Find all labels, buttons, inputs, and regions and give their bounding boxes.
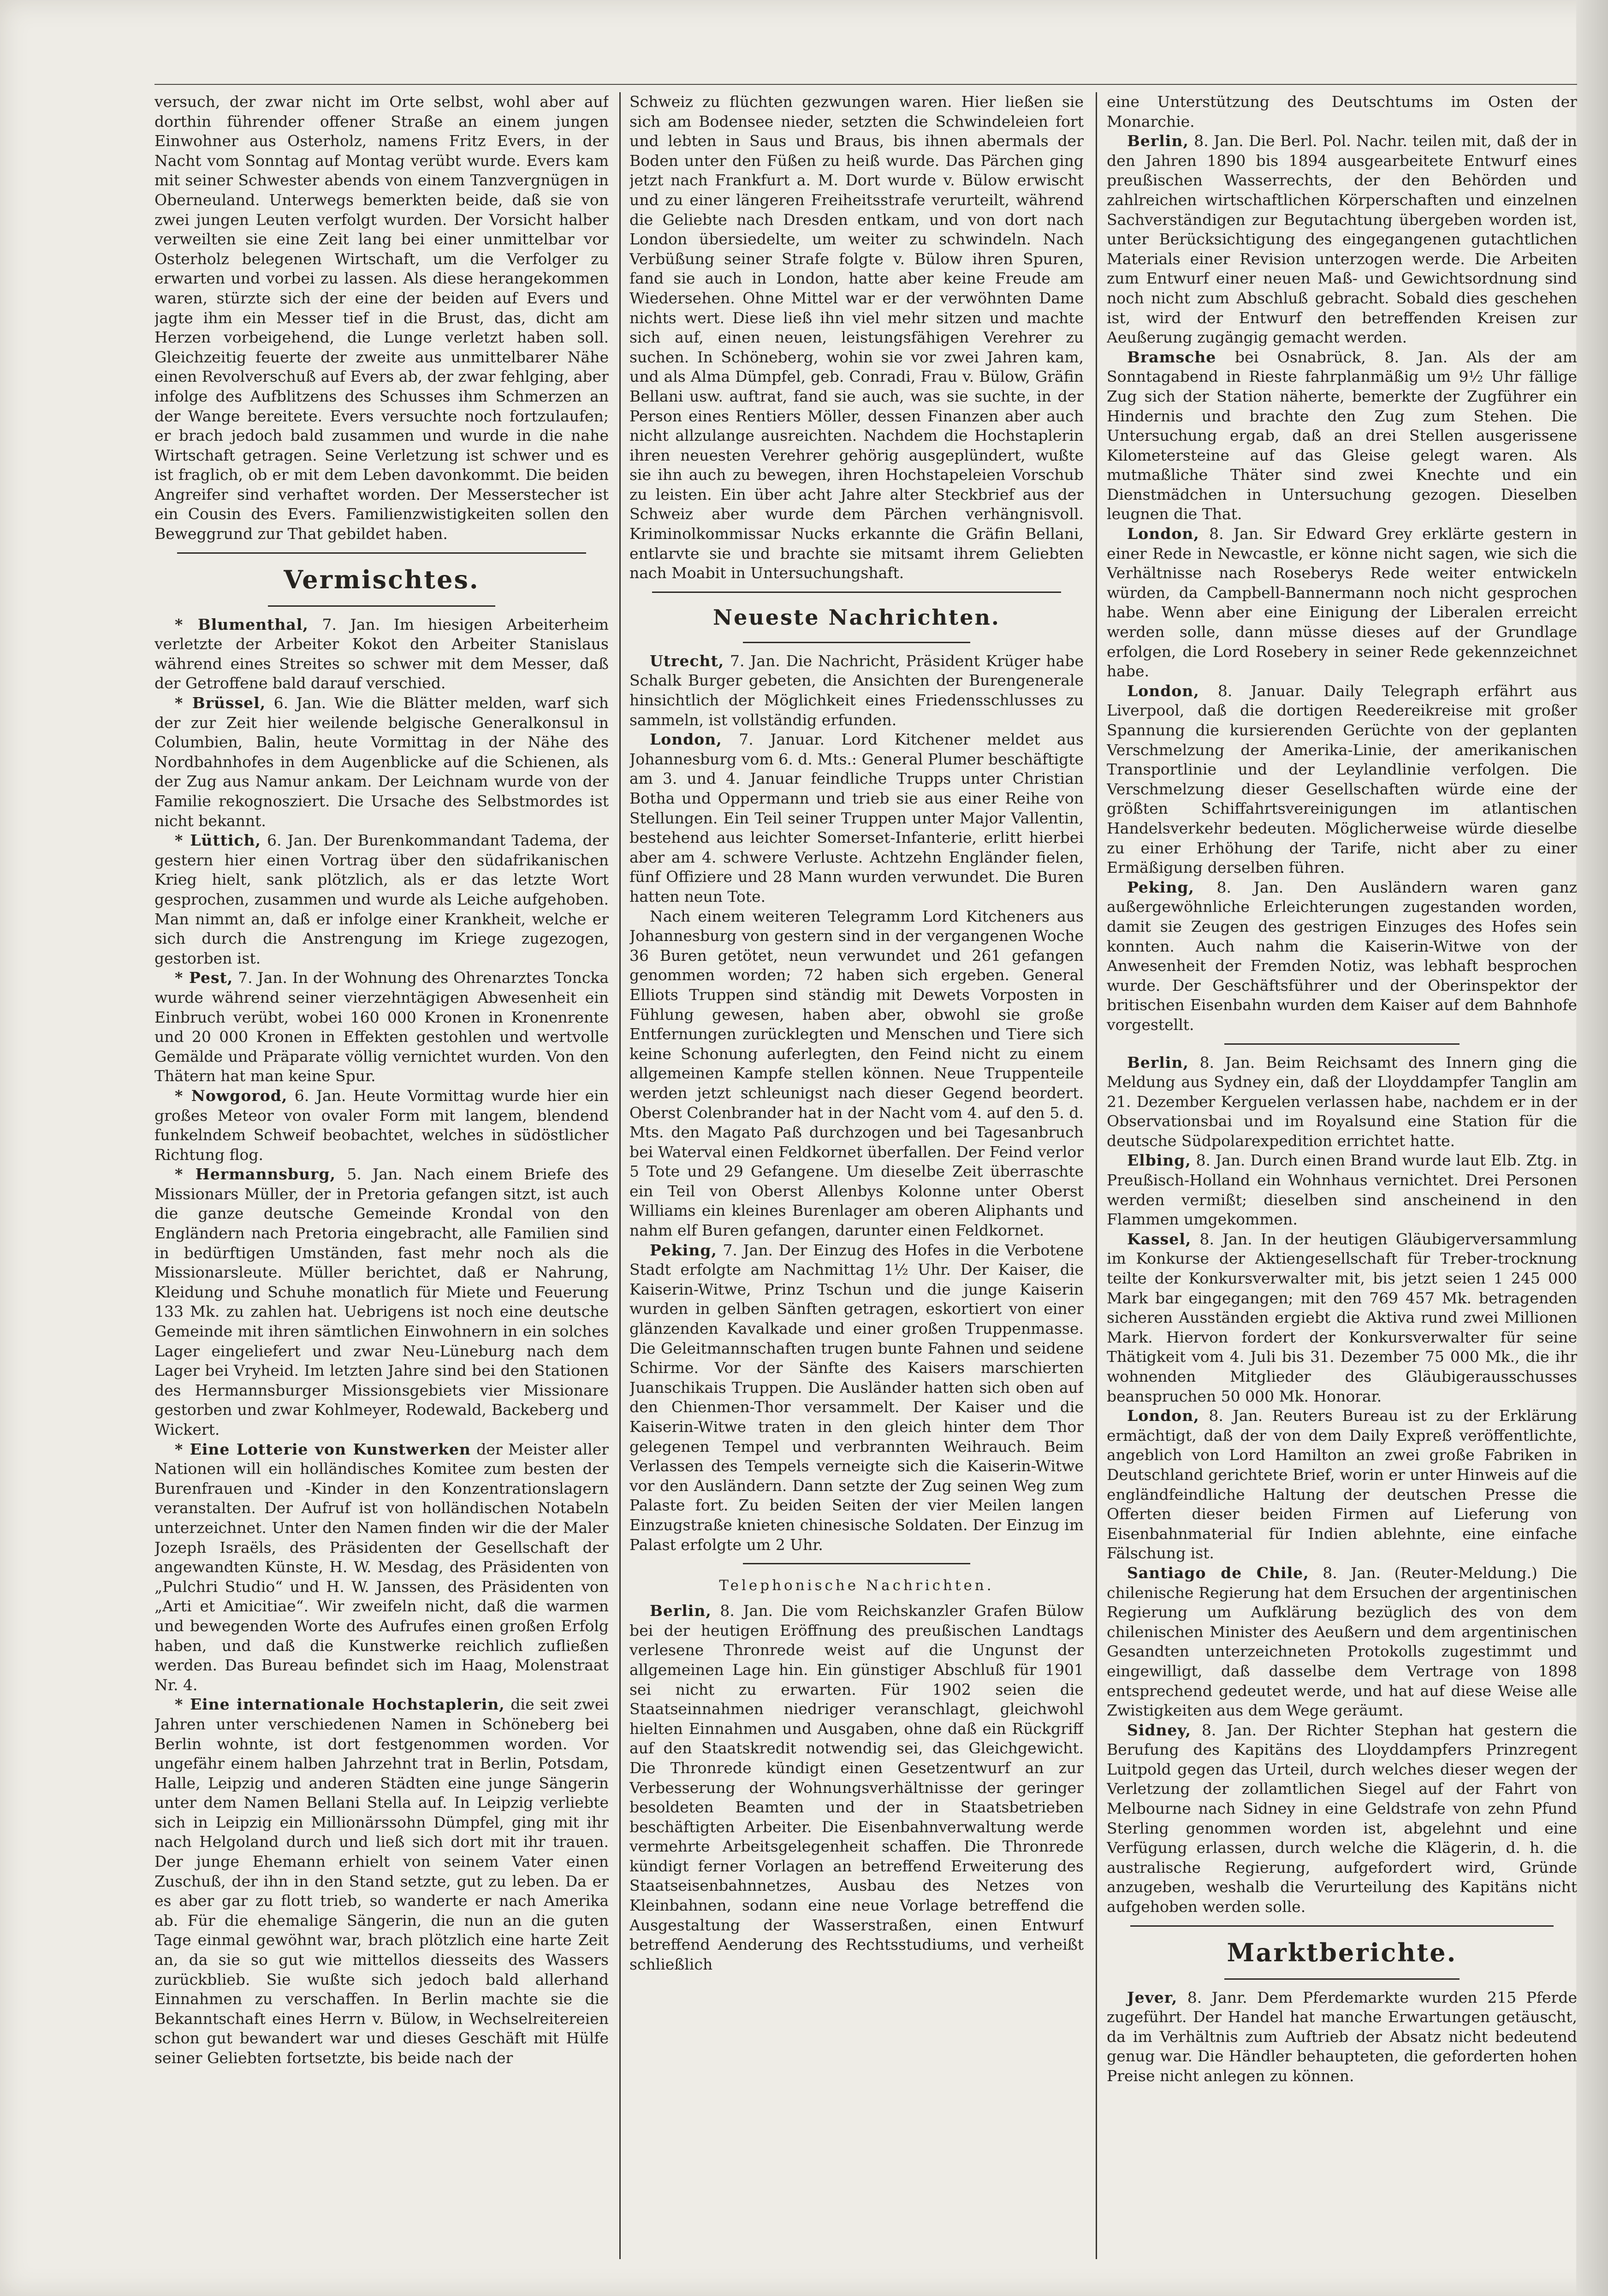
news-text: 7. Jan. Im hiesigen Arbeiterheim verletzte der Arbeiter Kokot den Arbeiter Stanislaus während eines Streites so schwer mit dem Messer, daß der Getroffene bald darauf verschied. [154, 615, 609, 692]
news-text: 8. Janr. Dem Pferdemarkte wurden 215 Pferde zugeführt. Der Handel hat manche Erwartungen getäuscht, da im Verhältnis zum Auftrieb der Absatz nicht bedeutend genug war. Die Händler behaupteten, die geforderten hohen Preise nicht anlegen zu können. [1107, 1988, 1577, 2085]
news-text: 8. Jan. Die vom Reichskanzler Grafen Bülow bei der heutigen Eröffnung des preußischen Landtags verlesene Thronrede weist auf die Ungunst der allgemeinen Lage hin. Ein günstiger Abschluß für 1901 sei nicht zu erwarten. Für 1902 seien die Staatseinnahmen niedriger veranschlagt, gleichwohl hielten Einnahmen und Ausgaben, ohne daß ein Rückgriff auf den Staatskredit notwendig sei, das Gleichgewicht. Die Thronrede kündigt einen Gesetzentwurf an zur Verbesserung der Wohnungsverhältnisse der geringer besoldeten Beamten und der in Staatsbetrieben beschäftigten Arbeiter. Die Eisenbahnverwaltung werde vermehrte Arbeitsgelegenheit schaffen. Die Thronrede kündigt ferner Vorlagen an betreffend Erweiterung des Staatseisenbahnnetzes, Ausbau des Netzes von Kleinbahnen, sodann eine neue Vorlage betreffend die Ausgestaltung der Wasserstraßen, einen Entwurf betreffend Aenderung des Rechtsstudiums, und verheißt schließlich [629, 1602, 1084, 1973]
dateline: Jever, [1127, 1988, 1178, 2006]
news-text: 8. Jan. Sir Edward Grey erklärte gestern in einer Rede in Newcastle, er könne nicht sagen, wie sich die Verhältnisse nach Roseberys Rede weiter entwickeln würden, da Campbell-Bannermann noch nicht gesprochen habe. Wenn aber eine Einigung der Liberalen erreicht werden solle, dann müsse dieses auf der Grundlage erfolgen, die Lord Rosebery in seiner Rede gekennzeichnet habe. [1107, 525, 1577, 681]
section-heading-marktberichte: Marktberichte. [1227, 1937, 1457, 1967]
dateline: Santiago de Chile, [1127, 1563, 1309, 1582]
column-rule [619, 92, 621, 2259]
news-item [629, 1241, 1084, 1555]
news-text: 8. Jan. Beim Reichsamt des Innern ging die Meldung aus Sydney ein, daß der Lloyddampfer Tanglin am 21. Dezember Kerguelen verlassen habe, nachdem er in der Observationsbai und im Royalsund eine Station für die deutsche Südpolarexpedition errichtet hatte. [1107, 1053, 1577, 1150]
article-continuation: Schweiz zu flüchten gezwungen waren. Hier ließen sie sich am Bodensee nieder, setzten die Schwindeleien fort und lebten in Saus und Braus, bis ihnen abermals der Boden unter den Füßen zu heiß wurde. Das Pärchen ging jetzt nach Frankfurt a. M. Dort wurde v. Bülow erwischt und zu einer längeren Freiheitsstrafe verurteilt, während die Geliebte nach Dresden entkam, und von dort nach London übersiedelte, um weiter zu schwindeln. Nach Verbüßung seiner Strafe folgte v. Bülow ihren Spuren, fand sie auch in London, hatte aber keine Freude am Wiedersehen. Ohne Mittel war er der verwöhnten Dame nichts wert. Diese ließ ihn viel mehr sitzen und machte sich auf, einen neuen, leistungsfähigen Verehrer zu suchen. In Schöneberg, wohin sie vor zwei Jahren kam, und als Alma Dümpfel, geb. Conradi, Frau v. Bülow, Gräfin Bellani usw. auftrat, fand sie auch, was sie suchte, in der Person eines Rentiers Möller, dessen Finanzen aber auch nicht allzulange ausreichten. Nachdem die Hochstaplerin ihren neuesten Verehrer gehörig ausgeplündert, wußte sie ihn auch zu bewegen, ihren Hochstapeleien Vorschub zu leisten. Ein über acht Jahre alter Steckbrief aus der Schweiz aber wurde dem Pärchen verhängnisvoll. Kriminolkommissar Nucks erkannte die Gräfin Bellani, entlarvte sie und brachte sie mitsamt ihrem Geliebten nach Moabit in Untersuchungshaft. [629, 93, 1084, 582]
news-item [1107, 1406, 1577, 1563]
news-text: bei Osnabrück, 8. Jan. Als der am Sonntagabend in Rieste fahrplanmäßig um 9½ Uhr fällige Zug sich der Station näherte, bemerkte der Zugführer ein Hindernis und brachte den Zug zum Stehen. Die Untersuchung ergab, daß an drei Stellen ausgerissene Kilometersteine auf das Gleise gelegt waren. Als mutmaßliche Thäter sind zwei Knechte und ein Dienstmädchen in Untersuchung gezogen. Dieselben leugnen die That. [1107, 348, 1577, 523]
dateline: * Pest, [175, 969, 233, 987]
news-text: 8. Jan. Reuters Bureau ist zu der Erklärung ermächtigt, daß der von dem Daily Expreß veröffentlichte, angeblich von Lord Hamilton an zwei große Fabriken in Deutschland gerichtete Brief, worin er unter Hinweis auf die engländfeindliche Haltung der deutschen Presse die Offerten dieser beiden Firmen auf Lieferung von Eisenbahnmaterial für Indien ablehnte, eine einfache Fälschung ist. [1107, 1407, 1577, 1562]
news-text: 8. Jan. Den Ausländern waren ganz außergewöhnliche Erleichterungen zugestanden worden, damit sie Zeugen des gestrigen Einzuges des Hofes sein konnten. Auch nahm die Kaiserin-Witwe von der Anwesenheit der Fremden Notiz, was lebhaft besprochen wurde. Der Geschäftsführer und der Oberinspektor der britischen Eisenbahn wurden dem Kaiser auf dem Bahnhofe vorgestellt. [1107, 878, 1577, 1034]
column-2 [629, 92, 1084, 2268]
news-item [154, 968, 609, 1086]
news-text: 8. Jan. (Reuter-Meldung.) Die chilenische Regierung hat dem Ersuchen der argentinischen Regierung um Aufklärung bezüglich des von dem chilenischen Minister des Aeußern und dem argentinischen Gesandten unterzeichneten Protokolls zugestimmt und eingewilligt, daß dasselbe dem Vertrage von 1898 entsprechend gedeutet werde, und hat auf diese Weise alle Zwistigkeiten aus dem Wege geräumt. [1107, 1563, 1577, 1720]
article-continuation: versuch, der zwar nicht im Orte selbst, wohl aber auf dorthin führender offener Straße an einem jungen Einwohner aus Osterholz, namens Fritz Evers, in der Nacht vom Sonntag auf Montag verübt wurde. Evers kam mit seiner Schwester abends von einem Tanzvergnügen in Oberneuland. Unterwegs bemerkten beide, daß sie von zwei jungen Leuten verfolgt wurden. Der Vorsicht halber verweilten sie eine Zeit lang bei einer unmittelbar vor Osterholz belegenen Wirtschaft, um die Verfolger zu erwarten und vorbei zu lassen. Als diese herangekommen waren, stürzte sich der eine der beiden auf Evers und jagte ihm ein Messer tief in die Brust, das, dicht am Herzen vorbeigehend, die Lunge verletzt haben soll. Gleichzeitig feuerte der zweite aus unmittelbarer Nähe einen Revolverschuß auf Evers ab, der zwar fehlging, aber infolge des Aufblitzens des Schusses ihm Schmerzen an der Wange bereitete. Evers versuchte noch fortzulaufen; er brach jedoch bald zusammen und wurde in die nahe Wirtschaft getragen. Seine Verletzung ist schwer und es ist fraglich, ob er mit dem Leben davonkommt. Die beiden Angreifer sind verhaftet worden. Der Messerstecher ist ein Cousin des Evers. Familienzwistigkeiten sollen den Beweggrund zur That gebildet haben. [154, 93, 609, 543]
news-text: die seit zwei Jahren unter verschiedenen Namen in Schöneberg bei Berlin wohnte, ist dort festgenommen worden. Vor ungefähr einem halben Jahrzehnt trat in Berlin, Potsdam, Halle, Leipzig und anderen Städten eine junge Sängerin unter dem Namen Bellani Stella auf. In Leipzig verliebte sich in Leipzig ein Millionärssohn Dümpfel, ging mit ihr nach Helgoland durch und ließ sich dort mit ihr trauen. Der junge Ehemann erhielt von seinem Vater einen Zuschuß, der ihn in den Stand setzte, gut zu leben. Da er es aber gar zu flott trieb, so wanderte er nach Amerika ab. Für die ehemalige Sängerin, die nun an die guten Tage einmal gewöhnt war, brach plötzlich eine harte Zeit an, da sie so gut wie mittellos diesseits des Wassers zurückblieb. Sie wußte sich jedoch bald allerhand Einnahmen zu verschaffen. In Berlin machte sie die Bekanntschaft eines Herrn v. Bülow, in Wechselreitereien schon gut bewandert war und dieses Geschäft mit Hülfe seiner Geliebten fortsetzte, bis beide nach der [154, 1695, 609, 2067]
news-item: Nach einem weiteren Telegramm Lord Kitcheners aus Johannesburg von gestern sind in der vergangenen Woche 36 Buren getötet, neun verwundet und 261 gefangen genommen worden; 72 haben sich ergeben. General Elliots Truppen sind ständig mit Dewets Vorposten in Fühlung gewesen, haben aber, obwohl sie große Entfernungen zurücklegten und Menschen und Tiere sich keine Schonung auferlegten, den Feind nicht zu einem allgemeinen Kampfe stellen können. Neue Truppenteile werden jetzt schleunigst nach dieser Gegend beordert. Oberst Colenbrander hat in der Nacht vom 4. auf den 5. d. Mts. den Magato Paß durchzogen und bei Tagesanbruch bei Waterval einen Feldkornet überfallen. Der Feind verlor 5 Tote und 29 Gefangene. Um dieselbe Zeit überraschte ein Teil von Oberst Allenbys Kolonne unter Oberst Williams ein kleines Burenlager am oberen Aliphants und nahm elf Buren gefangen, darunter einen Feldkornet. [629, 907, 1084, 1240]
news-text: 7. Januar. Lord Kitchener meldet aus Johannesburg vom 6. d. Mts.: General Plumer beschäftigte am 3. und 4. Januar feindliche Trupps unter Christian Botha und Oppermann und trieb sie aus einer Reihe von Stellungen. Ein Teil seiner Truppen unter Major Vallentin, bestehend aus leichter Somerset-Infanterie, erlitt hierbei aber am 4. schwere Verluste. Achtzehn Engländer fielen, fünf Offiziere und 28 Mann wurden verwundet. Die Buren hatten neun Tote. [629, 730, 1084, 905]
dateline: Sidney, [1127, 1721, 1191, 1739]
dateline: Berlin, [650, 1602, 712, 1620]
section-divider [177, 552, 586, 554]
top-rule [154, 84, 1577, 85]
dateline: Utrecht, [650, 651, 724, 670]
subsection-heading-telephonische: Telephonische Nachrichten. [719, 1577, 994, 1594]
news-item [1107, 1721, 1577, 1917]
news-item [154, 693, 609, 831]
news-item [154, 615, 609, 693]
news-text: 8. Jan. Die Berl. Pol. Nachr. teilen mit, daß der in den Jahren 1890 bis 1894 ausgearbeitete Entwurf eines preußischen Wasserrechts, der den Behörden und zahlreichen wirtschaftlichen Körperschaften und einzelnen Sachverständigen zur Begutachtung übergeben worden ist, unter Berücksichtigung des eingegangenen gutachtlichen Materials einer Revision unterzogen werde. Die Arbeiten zum Entwurf einer neuen Maß- und Gewichtsordnung sind noch nicht zum Abschluß gebracht. Sobald dies geschehen ist, wird der Entwurf den betreffenden Kreisen zur Aeußerung zugängig gemacht werden. [1107, 132, 1577, 347]
news-item [154, 1440, 609, 1695]
dateline: * Hermannsburg, [175, 1165, 336, 1184]
news-item [154, 1086, 609, 1165]
news-item [154, 831, 609, 968]
news-text: 6. Jan. Heute Vormittag wurde hier ein großes Meteor von ovaler Form mit langem, blendend funkelndem Schweif beobachtet, welches in südöstlicher Richtung flog. [154, 1086, 609, 1164]
news-item [1107, 524, 1577, 681]
section-heading-vermischtes: Vermischtes. [284, 564, 480, 594]
section-divider [1130, 1925, 1554, 1927]
news-item [1107, 681, 1577, 878]
dateline: * Blumenthal, [175, 615, 309, 633]
dateline: * Lüttich, [175, 831, 261, 850]
column-3 [1107, 92, 1577, 2268]
heading-underline [743, 642, 970, 643]
section-heading-neueste-nachrichten: Neueste Nachrichten. [713, 604, 1000, 630]
heading-underline [1224, 1978, 1460, 1980]
article-continuation: eine Unterstützung des Deutschtums im Osten der Monarchie. [1107, 93, 1577, 130]
dateline: * Eine internationale Hochstaplerin, [175, 1695, 505, 1714]
news-item [629, 730, 1084, 906]
news-item [154, 1695, 609, 2068]
news-item [1107, 1230, 1577, 1406]
dateline: London, [650, 730, 722, 749]
dateline: Peking, [1127, 878, 1194, 896]
dateline: Berlin, [1127, 1053, 1189, 1071]
dateline: Bramsche [1127, 348, 1216, 366]
news-text: der Meister aller Nationen will ein holländisches Komitee zum besten der Burenfrauen und -Kinder in den Konzentrationslagern veranstalten. Der Aufruf ist von holländischen Notabeln unterzeichnet. Unter den Namen finden wir die der Maler Jozeph Israëls, des Präsidenten der Gesellschaft der angewandten Künste, H. W. Mesdag, des Präsidenten von „Pulchri Studio“ und H. W. Janssen, des Präsidenten von „Arti et Amicitiae“. Wir zweifeln nicht, daß die warmen und bewegenden Worte des Aufrufes einen großen Erfolg haben, und daß die Kunstwerke reichlich zufließen werden. Das Bureau befindet sich im Haag, Molenstraat Nr. 4. [154, 1440, 609, 1694]
news-item [1107, 348, 1577, 524]
news-item [154, 1165, 609, 1439]
news-text: 7. Jan. Die Nachricht, Präsident Krüger habe Schalk Burger gebeten, die Ansichten der Burengenerale hinsichtlich der Möglichkeit eines Friedensschlusses zu sammeln, ist vollständig erfunden. [629, 651, 1084, 729]
news-item [629, 651, 1084, 730]
news-text: 8. Jan. Der Richter Stephan hat gestern die Berufung des Kapitäns des Lloyddampfers Prinzregent Luitpold gegen das Urteil, durch welches dieser wegen der Verletzung der zollamtlichen Siegel auf der Fahrt von Melbourne nach Sidney in eine Geldstrafe von zehn Pfund Sterling genommen worden ist, abgelehnt und eine Verfügung erlassen, durch welche die Klägerin, d. h. die australische Regierung, aufgefordert wird, Gründe anzugeben, weshalb die Verurteilung des Kapitäns nicht aufgehoben werden solle. [1107, 1721, 1577, 1916]
dateline: * Eine Lotterie von Kunstwerken [175, 1440, 471, 1458]
dateline: London, [1127, 681, 1199, 700]
news-text: 5. Jan. Nach einem Briefe des Missionars Müller, der in Pretoria gefangen sitzt, ist auch die ganze deutsche Gemeinde Krondal von den Engländern nach Pretoria eingebracht, alle Familien sind in bedürftigen Umständen, fast mehr noch als die Missionarsleute. Müller berichtet, daß er Nahrung, Kleidung und Schuhe monatlich für Miete und Feuerung 133 Mk. zu zahlen hat. Uebrigens ist noch eine deutsche Gemeinde mit ihren sämtlichen Einwohnern in ein solches Lager eingeliefert und zwar Neu-Lüneburg nach dem Lager bei Vryheid. Im letzten Jahre sind bei den Stationen des Hermannsburger Missionsgebiets vier Missionare gestorben und zwar Kohlmeyer, Rodewald, Backeberg und Wickert. [154, 1165, 609, 1438]
news-item [1107, 1563, 1577, 1721]
news-item [1107, 131, 1577, 348]
news-text: 6. Jan. Wie die Blätter melden, warf sich der zur Zeit hier weilende belgische Generalkonsul in Columbien, Balin, heute Vormittag in der Nähe des Nordbahnhofes in dem Augenblicke auf die Schienen, als der Zug aus Namur ankam. Der Leichnam wurde von der Familie rekognosziert. Die Ursache des Selbstmordes ist nicht bekannt. [154, 694, 609, 830]
section-divider [743, 1563, 970, 1564]
dateline: Elbing, [1127, 1151, 1191, 1170]
section-divider [1224, 1043, 1460, 1045]
news-item [1107, 1053, 1577, 1151]
dateline: London, [1127, 1407, 1199, 1425]
news-item [1107, 1988, 1577, 2086]
dateline: Peking, [650, 1241, 717, 1259]
section-divider [652, 592, 1061, 593]
news-text: 7. Jan. In der Wohnung des Ohrenarztes Toncka wurde während seiner vierzehntägigen Abwesenheit ein Einbruch verübt, wobei 160 000 Kronen in Kronenrente und 20 000 Kronen in Effekten gestohlen und wertvolle Gemälde und Präparate völlig vernichtet wurden. Von den Thätern hat man keine Spur. [154, 969, 609, 1085]
news-text: 8. Januar. Daily Telegraph erfährt aus Liverpool, daß die dortigen Reedereikreise mit großer Spannung die kursierenden Gerüchte von der geplanten Verschmelzung der Amerika-Linie, der amerikanischen Transportlinie und der Leylandlinie verfolgen. Die Verschmelzung dieser Gesellschaften würde eine der größten Schiffahrtsvereinigungen im atlantischen Handelsverkehr bedeuten. Möglicherweise würde dieselbe zu einer Erhöhung der Tarife, nicht aber zu einer Ermäßigung derselben führen. [1107, 681, 1577, 877]
news-item [629, 1601, 1084, 1974]
page-edge [1576, 0, 1608, 2296]
news-item [1107, 1151, 1577, 1229]
dateline: Kassel, [1127, 1230, 1192, 1248]
heading-underline [268, 605, 495, 607]
column-rule [1096, 92, 1097, 2259]
column-1 [154, 92, 609, 2268]
news-text: 8. Jan. Durch einen Brand wurde laut Elb. Ztg. in Preußisch-Holland ein Wohnhaus vernichtet. Drei Personen werden vermißt; dieselben sind anscheinend in den Flammen umgekommen. [1107, 1151, 1577, 1229]
news-text: 8. Jan. In der heutigen Gläubigerversammlung im Konkurse der Aktiengesellschaft für Treber-trocknung teilte der Konkursverwalter mit, bis jetzt seien 1 245 000 Mark bar eingegangen; mit den 769 457 Mk. betragenden sicheren Ausständen ergiebt die Aktiva rund zwei Millionen Mark. Hiervon fordert der Konkursverwalter für seine Thätigkeit vom 4. Juli bis 31. Dezember 75 000 Mk., die ihr wohnenden Mitglieder des Gläubigerausschusses beanspruchen 50 000 Mk. Honorar. [1107, 1230, 1577, 1405]
dateline: London, [1127, 525, 1199, 543]
news-item [1107, 878, 1577, 1035]
dateline: Berlin, [1127, 132, 1189, 150]
dateline: * Nowgorod, [175, 1086, 288, 1105]
news-text: 7. Jan. Der Einzug des Hofes in die Verbotene Stadt erfolgte am Nachmittag 1½ Uhr. Der Kaiser, die Kaiserin-Witwe, Prinz Tschun und die junge Kaiserin wurden in gelben Sänften getragen, eskortiert von einer glänzenden Kavalkade und einer großen Truppenmasse. Die Geleitmannschaften trugen bunte Fahnen und seidene Schirme. Vor der Sänfte des Kaisers marschierten Juanschikais Truppen. Die Ausländer hatten sich oben auf den Chienmen-Thor versammelt. Der Kaiser und die Kaiserin-Witwe traten in den gleich hinter dem Thor gelegenen Tempel und verbrannten Weihrauch. Beim Verlassen des Tempels verneigte sich die Kaiserin-Witwe vor den Ausländern. Dann setzte der Zug seinen Weg zum Palaste fort. Zu beiden Seiten der vier Meilen langen Einzugstraße knieten chinesische Soldaten. Der Einzug im Palast erfolgte um 2 Uhr. [629, 1241, 1084, 1554]
news-text: 6. Jan. Der Burenkommandant Tadema, der gestern hier einen Vortrag über den südafrikanischen Krieg hielt, sank plötzlich, als er das letzte Wort gesprochen, zusammen und wurde als Leiche aufgehoben. Man nimmt an, daß er infolge einer Krankheit, welche er sich durch die Anstrengung im Kriege zugezogen, gestorben ist. [154, 831, 609, 967]
dateline: * Brüssel, [175, 694, 266, 712]
